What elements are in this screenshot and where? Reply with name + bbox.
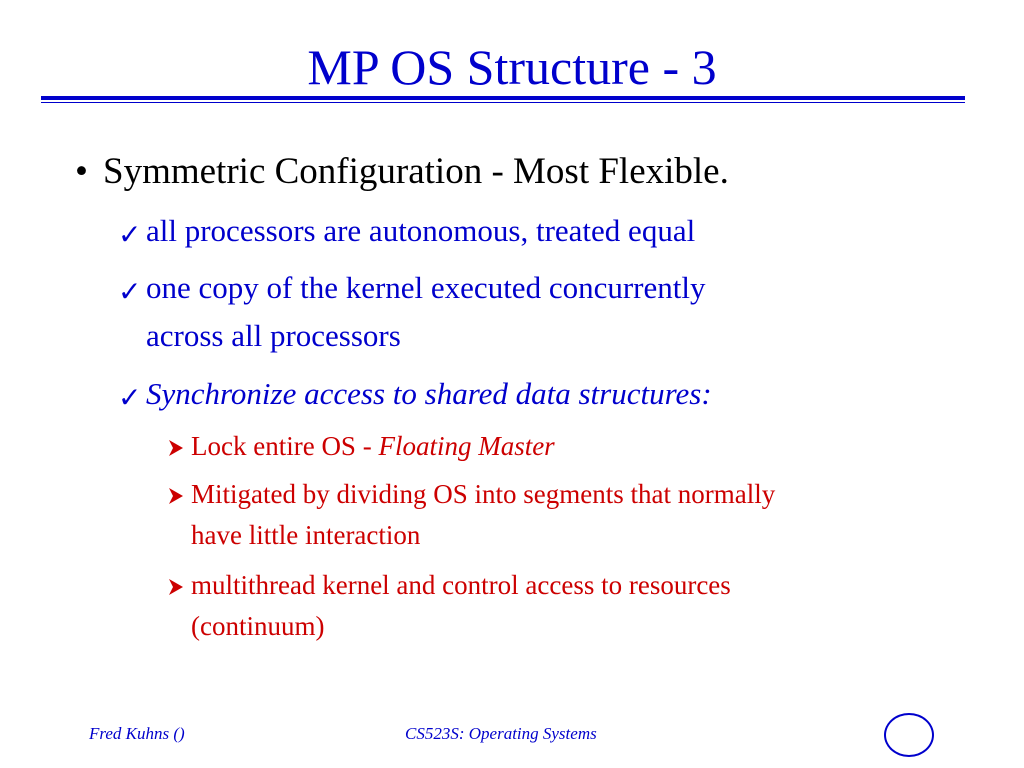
footer-course: CS523S: Operating Systems xyxy=(405,724,597,743)
checkmark-icon: ✓ xyxy=(118,381,142,414)
checkmark-icon: ✓ xyxy=(118,275,142,308)
bullet-processors-autonomous: all processors are autonomous, treated equal xyxy=(146,213,696,248)
bullet-lock-entire-os xyxy=(191,431,555,462)
right-arrow-icon xyxy=(168,439,184,457)
bullet-synchronize-access: Synchronize access to shared data structures: xyxy=(146,376,712,411)
checkmark-icon: ✓ xyxy=(118,218,142,251)
lock-entire-os-text: Lock entire OS - xyxy=(191,431,379,461)
footer-author: Fred Kuhns () xyxy=(89,724,185,743)
bullet-kernel-copy-line2: across all processors xyxy=(146,318,401,353)
slide-title: MP OS Structure - 3 xyxy=(307,39,717,95)
title-underline-thin xyxy=(41,102,965,103)
bullet-multithread-line1: multithread kernel and control access to resources xyxy=(191,570,731,600)
right-arrow-icon xyxy=(168,578,184,596)
bullet-symmetric-configuration: Symmetric Configuration - Most Flexible. xyxy=(103,151,729,192)
bullet-dot-icon: • xyxy=(75,151,88,192)
right-arrow-icon xyxy=(168,487,184,505)
floating-master-text: Floating Master xyxy=(378,431,555,461)
bullet-multithread-line2: (continuum) xyxy=(191,611,325,641)
circle-icon xyxy=(884,713,934,757)
bullet-mitigated-line1: Mitigated by dividing OS into segments that normally xyxy=(191,479,776,509)
bullet-kernel-copy-line1: one copy of the kernel executed concurrently xyxy=(146,270,706,305)
title-underline-thick xyxy=(41,96,965,100)
bullet-mitigated-line2: have little interaction xyxy=(191,520,421,550)
